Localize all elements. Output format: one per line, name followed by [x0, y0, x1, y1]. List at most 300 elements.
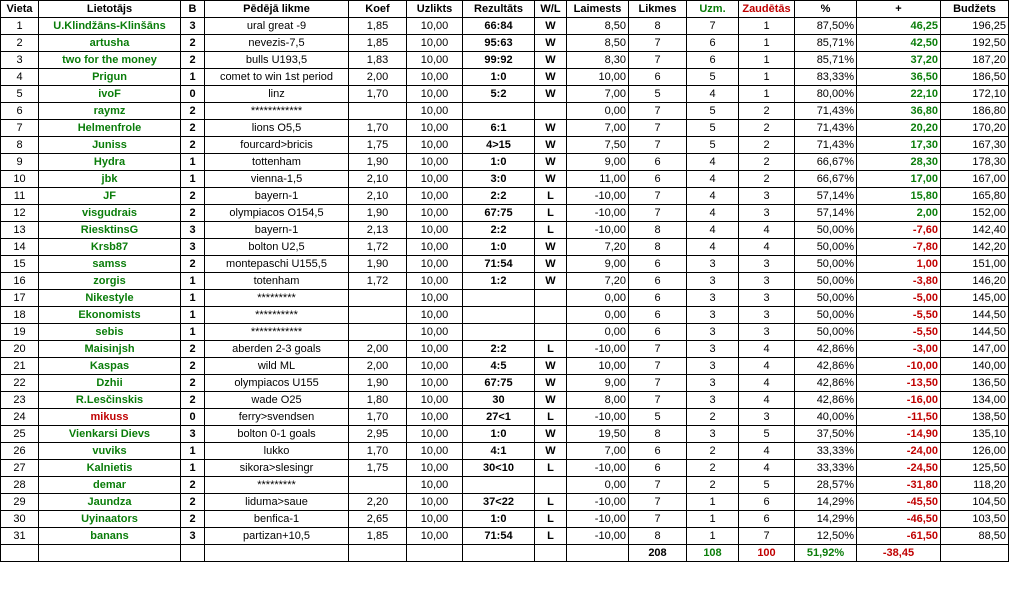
cell-pedeja-likme[interactable]: liduma>saue: [205, 494, 349, 511]
cell-vieta[interactable]: 23: [1, 392, 39, 409]
cell-zaudetas[interactable]: 7: [739, 528, 795, 545]
cell-plus[interactable]: 20,20: [857, 120, 941, 137]
cell-laimests[interactable]: -10,00: [567, 341, 629, 358]
cell-uzm[interactable]: 4: [687, 239, 739, 256]
cell-vieta[interactable]: 28: [1, 477, 39, 494]
cell-budzets[interactable]: 186,80: [941, 103, 1009, 120]
cell-lietotajs[interactable]: two for the money: [39, 52, 181, 69]
cell-b[interactable]: 2: [181, 103, 205, 120]
cell-zaudetas[interactable]: 5: [739, 477, 795, 494]
cell-laimests[interactable]: -10,00: [567, 205, 629, 222]
cell-zaudetas[interactable]: 6: [739, 494, 795, 511]
cell-pedeja-likme[interactable]: bayern-1: [205, 188, 349, 205]
cell-lietotajs[interactable]: Vienkarsi Dievs: [39, 426, 181, 443]
cell-koef[interactable]: 1,85: [349, 35, 407, 52]
total-zaudetas[interactable]: 100: [739, 545, 795, 562]
totals-empty-cell[interactable]: [463, 545, 535, 562]
cell-pct[interactable]: 42,86%: [795, 341, 857, 358]
col-header-zaudetas[interactable]: Zaudētās: [739, 1, 795, 18]
cell-rezultats[interactable]: 1:0: [463, 154, 535, 171]
cell-laimests[interactable]: -10,00: [567, 494, 629, 511]
cell-rezultats[interactable]: 99:92: [463, 52, 535, 69]
cell-pct[interactable]: 87,50%: [795, 18, 857, 35]
cell-uzm[interactable]: 1: [687, 494, 739, 511]
col-header-budzets[interactable]: Budžets: [941, 1, 1009, 18]
cell-plus[interactable]: 28,30: [857, 154, 941, 171]
cell-koef[interactable]: 1,75: [349, 137, 407, 154]
cell-vieta[interactable]: 10: [1, 171, 39, 188]
cell-wl[interactable]: W: [535, 443, 567, 460]
cell-zaudetas[interactable]: 5: [739, 426, 795, 443]
cell-uzm[interactable]: 1: [687, 528, 739, 545]
cell-laimests[interactable]: 0,00: [567, 307, 629, 324]
cell-pct[interactable]: 33,33%: [795, 443, 857, 460]
cell-koef[interactable]: [349, 307, 407, 324]
cell-laimests[interactable]: -10,00: [567, 409, 629, 426]
cell-laimests[interactable]: 10,00: [567, 69, 629, 86]
cell-uzm[interactable]: 4: [687, 188, 739, 205]
cell-koef[interactable]: 1,70: [349, 443, 407, 460]
cell-likmes[interactable]: 6: [629, 154, 687, 171]
totals-empty-cell[interactable]: [535, 545, 567, 562]
cell-pct[interactable]: 42,86%: [795, 358, 857, 375]
cell-uzm[interactable]: 4: [687, 205, 739, 222]
cell-pct[interactable]: 50,00%: [795, 307, 857, 324]
cell-uzm[interactable]: 5: [687, 69, 739, 86]
cell-plus[interactable]: 1,00: [857, 256, 941, 273]
cell-laimests[interactable]: 7,20: [567, 239, 629, 256]
cell-budzets[interactable]: 103,50: [941, 511, 1009, 528]
cell-budzets[interactable]: 178,30: [941, 154, 1009, 171]
cell-likmes[interactable]: 7: [629, 52, 687, 69]
cell-b[interactable]: 1: [181, 324, 205, 341]
cell-pct[interactable]: 71,43%: [795, 137, 857, 154]
cell-uzm[interactable]: 3: [687, 290, 739, 307]
col-header-lietotajs[interactable]: Lietotājs: [39, 1, 181, 18]
cell-vieta[interactable]: 26: [1, 443, 39, 460]
cell-laimests[interactable]: 19,50: [567, 426, 629, 443]
cell-lietotajs[interactable]: mikuss: [39, 409, 181, 426]
cell-pedeja-likme[interactable]: fourcard>bricis: [205, 137, 349, 154]
cell-lietotajs[interactable]: Kaspas: [39, 358, 181, 375]
cell-uzlikts[interactable]: 10,00: [407, 392, 463, 409]
cell-b[interactable]: 0: [181, 86, 205, 103]
cell-lietotajs[interactable]: samss: [39, 256, 181, 273]
cell-pct[interactable]: 14,29%: [795, 511, 857, 528]
cell-pct[interactable]: 33,33%: [795, 460, 857, 477]
cell-uzlikts[interactable]: 10,00: [407, 256, 463, 273]
cell-wl[interactable]: L: [535, 341, 567, 358]
cell-b[interactable]: 1: [181, 171, 205, 188]
cell-koef[interactable]: 2,20: [349, 494, 407, 511]
cell-likmes[interactable]: 8: [629, 18, 687, 35]
cell-koef[interactable]: 2,13: [349, 222, 407, 239]
cell-uzm[interactable]: 4: [687, 154, 739, 171]
cell-uzm[interactable]: 4: [687, 222, 739, 239]
cell-pedeja-likme[interactable]: lukko: [205, 443, 349, 460]
cell-budzets[interactable]: 104,50: [941, 494, 1009, 511]
cell-rezultats[interactable]: 27<1: [463, 409, 535, 426]
cell-lietotajs[interactable]: vuviks: [39, 443, 181, 460]
cell-rezultats[interactable]: [463, 307, 535, 324]
cell-vieta[interactable]: 31: [1, 528, 39, 545]
cell-pedeja-likme[interactable]: olympiacos U155: [205, 375, 349, 392]
cell-plus[interactable]: 42,50: [857, 35, 941, 52]
cell-wl[interactable]: [535, 307, 567, 324]
cell-likmes[interactable]: 6: [629, 69, 687, 86]
cell-likmes[interactable]: 7: [629, 120, 687, 137]
cell-wl[interactable]: W: [535, 171, 567, 188]
cell-laimests[interactable]: 8,50: [567, 35, 629, 52]
cell-vieta[interactable]: 6: [1, 103, 39, 120]
cell-b[interactable]: 1: [181, 290, 205, 307]
cell-pct[interactable]: 85,71%: [795, 52, 857, 69]
cell-lietotajs[interactable]: banans: [39, 528, 181, 545]
cell-vieta[interactable]: 20: [1, 341, 39, 358]
totals-empty-cell[interactable]: [349, 545, 407, 562]
cell-wl[interactable]: [535, 324, 567, 341]
cell-uzm[interactable]: 4: [687, 171, 739, 188]
cell-lietotajs[interactable]: Nikestyle: [39, 290, 181, 307]
cell-zaudetas[interactable]: 3: [739, 290, 795, 307]
cell-vieta[interactable]: 11: [1, 188, 39, 205]
cell-zaudetas[interactable]: 4: [739, 392, 795, 409]
cell-budzets[interactable]: 147,00: [941, 341, 1009, 358]
cell-uzlikts[interactable]: 10,00: [407, 290, 463, 307]
cell-uzlikts[interactable]: 10,00: [407, 477, 463, 494]
cell-uzlikts[interactable]: 10,00: [407, 324, 463, 341]
cell-koef[interactable]: 2,00: [349, 69, 407, 86]
cell-pct[interactable]: 85,71%: [795, 35, 857, 52]
cell-likmes[interactable]: 6: [629, 171, 687, 188]
cell-zaudetas[interactable]: 1: [739, 86, 795, 103]
totals-empty-cell[interactable]: [181, 545, 205, 562]
totals-empty-cell[interactable]: [39, 545, 181, 562]
cell-plus[interactable]: -10,00: [857, 358, 941, 375]
cell-uzm[interactable]: 3: [687, 426, 739, 443]
cell-plus[interactable]: 46,25: [857, 18, 941, 35]
cell-zaudetas[interactable]: 2: [739, 103, 795, 120]
cell-wl[interactable]: W: [535, 256, 567, 273]
cell-plus[interactable]: 15,80: [857, 188, 941, 205]
cell-pedeja-likme[interactable]: bayern-1: [205, 222, 349, 239]
cell-lietotajs[interactable]: raymz: [39, 103, 181, 120]
cell-plus[interactable]: -16,00: [857, 392, 941, 409]
cell-lietotajs[interactable]: demar: [39, 477, 181, 494]
cell-vieta[interactable]: 16: [1, 273, 39, 290]
cell-b[interactable]: 0: [181, 409, 205, 426]
cell-laimests[interactable]: 7,50: [567, 137, 629, 154]
cell-b[interactable]: 2: [181, 511, 205, 528]
cell-zaudetas[interactable]: 3: [739, 188, 795, 205]
cell-pedeja-likme[interactable]: sikora>slesingr: [205, 460, 349, 477]
cell-koef[interactable]: 2,65: [349, 511, 407, 528]
cell-uzlikts[interactable]: 10,00: [407, 426, 463, 443]
cell-pct[interactable]: 57,14%: [795, 205, 857, 222]
cell-b[interactable]: 2: [181, 35, 205, 52]
cell-b[interactable]: 2: [181, 205, 205, 222]
cell-koef[interactable]: [349, 290, 407, 307]
cell-uzlikts[interactable]: 10,00: [407, 443, 463, 460]
cell-pedeja-likme[interactable]: bolton U2,5: [205, 239, 349, 256]
cell-uzlikts[interactable]: 10,00: [407, 154, 463, 171]
cell-koef[interactable]: 1,70: [349, 120, 407, 137]
cell-pct[interactable]: 66,67%: [795, 171, 857, 188]
col-header-pedeja-likme[interactable]: Pēdējā likme: [205, 1, 349, 18]
cell-wl[interactable]: [535, 477, 567, 494]
cell-plus[interactable]: -14,90: [857, 426, 941, 443]
cell-laimests[interactable]: 7,20: [567, 273, 629, 290]
cell-zaudetas[interactable]: 2: [739, 171, 795, 188]
cell-budzets[interactable]: 144,50: [941, 307, 1009, 324]
cell-zaudetas[interactable]: 1: [739, 69, 795, 86]
cell-pct[interactable]: 71,43%: [795, 103, 857, 120]
cell-rezultats[interactable]: 95:63: [463, 35, 535, 52]
cell-likmes[interactable]: 6: [629, 443, 687, 460]
cell-likmes[interactable]: 7: [629, 137, 687, 154]
cell-likmes[interactable]: 6: [629, 273, 687, 290]
cell-budzets[interactable]: 140,00: [941, 358, 1009, 375]
cell-plus[interactable]: -5,50: [857, 307, 941, 324]
cell-uzm[interactable]: 4: [687, 86, 739, 103]
cell-b[interactable]: 2: [181, 375, 205, 392]
cell-uzlikts[interactable]: 10,00: [407, 341, 463, 358]
cell-b[interactable]: 2: [181, 477, 205, 494]
cell-plus[interactable]: -3,80: [857, 273, 941, 290]
cell-likmes[interactable]: 6: [629, 290, 687, 307]
cell-pct[interactable]: 50,00%: [795, 290, 857, 307]
col-header-likmes[interactable]: Likmes: [629, 1, 687, 18]
cell-rezultats[interactable]: [463, 103, 535, 120]
cell-budzets[interactable]: 196,25: [941, 18, 1009, 35]
cell-uzlikts[interactable]: 10,00: [407, 460, 463, 477]
cell-b[interactable]: 3: [181, 222, 205, 239]
cell-wl[interactable]: W: [535, 52, 567, 69]
cell-laimests[interactable]: 7,00: [567, 86, 629, 103]
cell-vieta[interactable]: 5: [1, 86, 39, 103]
cell-pedeja-likme[interactable]: lions O5,5: [205, 120, 349, 137]
col-header-koef[interactable]: Koef: [349, 1, 407, 18]
cell-uzm[interactable]: 2: [687, 409, 739, 426]
cell-koef[interactable]: 2,10: [349, 171, 407, 188]
cell-vieta[interactable]: 3: [1, 52, 39, 69]
cell-wl[interactable]: L: [535, 528, 567, 545]
cell-rezultats[interactable]: 67:75: [463, 205, 535, 222]
cell-uzm[interactable]: 3: [687, 341, 739, 358]
cell-koef[interactable]: 1,90: [349, 205, 407, 222]
totals-empty-cell[interactable]: [205, 545, 349, 562]
cell-lietotajs[interactable]: Kalnietis: [39, 460, 181, 477]
cell-wl[interactable]: L: [535, 205, 567, 222]
cell-koef[interactable]: 1,90: [349, 154, 407, 171]
cell-uzm[interactable]: 3: [687, 375, 739, 392]
cell-rezultats[interactable]: 4:1: [463, 443, 535, 460]
cell-wl[interactable]: L: [535, 188, 567, 205]
cell-koef[interactable]: 1,80: [349, 392, 407, 409]
cell-pct[interactable]: 42,86%: [795, 392, 857, 409]
cell-zaudetas[interactable]: 2: [739, 120, 795, 137]
cell-wl[interactable]: W: [535, 375, 567, 392]
cell-rezultats[interactable]: 5:2: [463, 86, 535, 103]
cell-pedeja-likme[interactable]: totenham: [205, 273, 349, 290]
cell-laimests[interactable]: 8,30: [567, 52, 629, 69]
cell-koef[interactable]: [349, 477, 407, 494]
totals-empty-cell[interactable]: [567, 545, 629, 562]
cell-laimests[interactable]: 9,00: [567, 375, 629, 392]
cell-laimests[interactable]: -10,00: [567, 188, 629, 205]
cell-rezultats[interactable]: 2:2: [463, 341, 535, 358]
cell-budzets[interactable]: 145,00: [941, 290, 1009, 307]
cell-plus[interactable]: -45,50: [857, 494, 941, 511]
cell-vieta[interactable]: 24: [1, 409, 39, 426]
cell-lietotajs[interactable]: Juniss: [39, 137, 181, 154]
cell-uzm[interactable]: 6: [687, 35, 739, 52]
col-header-pct[interactable]: %: [795, 1, 857, 18]
cell-vieta[interactable]: 18: [1, 307, 39, 324]
cell-b[interactable]: 2: [181, 494, 205, 511]
cell-likmes[interactable]: 7: [629, 477, 687, 494]
cell-budzets[interactable]: 118,20: [941, 477, 1009, 494]
cell-koef[interactable]: 2,95: [349, 426, 407, 443]
cell-pct[interactable]: 83,33%: [795, 69, 857, 86]
cell-zaudetas[interactable]: 3: [739, 256, 795, 273]
cell-likmes[interactable]: 6: [629, 460, 687, 477]
cell-rezultats[interactable]: [463, 290, 535, 307]
cell-likmes[interactable]: 6: [629, 307, 687, 324]
cell-b[interactable]: 2: [181, 392, 205, 409]
cell-uzm[interactable]: 5: [687, 120, 739, 137]
cell-uzm[interactable]: 2: [687, 443, 739, 460]
cell-likmes[interactable]: 6: [629, 256, 687, 273]
cell-uzlikts[interactable]: 10,00: [407, 273, 463, 290]
cell-pct[interactable]: 50,00%: [795, 324, 857, 341]
cell-likmes[interactable]: 7: [629, 392, 687, 409]
cell-rezultats[interactable]: [463, 324, 535, 341]
cell-laimests[interactable]: -10,00: [567, 460, 629, 477]
cell-vieta[interactable]: 17: [1, 290, 39, 307]
cell-uzm[interactable]: 6: [687, 52, 739, 69]
cell-rezultats[interactable]: 2:2: [463, 188, 535, 205]
col-header-uzlikts[interactable]: Uzlikts: [407, 1, 463, 18]
cell-lietotajs[interactable]: Dzhii: [39, 375, 181, 392]
cell-b[interactable]: 1: [181, 443, 205, 460]
cell-koef[interactable]: 1,85: [349, 18, 407, 35]
cell-b[interactable]: 3: [181, 18, 205, 35]
total-plus[interactable]: -38,45: [857, 545, 941, 562]
cell-vieta[interactable]: 8: [1, 137, 39, 154]
cell-b[interactable]: 2: [181, 137, 205, 154]
cell-pedeja-likme[interactable]: ferry>svendsen: [205, 409, 349, 426]
cell-b[interactable]: 1: [181, 154, 205, 171]
cell-b[interactable]: 2: [181, 256, 205, 273]
cell-plus[interactable]: 2,00: [857, 205, 941, 222]
cell-likmes[interactable]: 7: [629, 188, 687, 205]
cell-rezultats[interactable]: 1:0: [463, 511, 535, 528]
cell-likmes[interactable]: 8: [629, 222, 687, 239]
col-header-plus[interactable]: +: [857, 1, 941, 18]
cell-wl[interactable]: W: [535, 18, 567, 35]
total-pct[interactable]: 51,92%: [795, 545, 857, 562]
cell-lietotajs[interactable]: sebis: [39, 324, 181, 341]
cell-budzets[interactable]: 192,50: [941, 35, 1009, 52]
cell-rezultats[interactable]: [463, 477, 535, 494]
cell-pedeja-likme[interactable]: ************: [205, 103, 349, 120]
cell-vieta[interactable]: 12: [1, 205, 39, 222]
cell-pedeja-likme[interactable]: **********: [205, 307, 349, 324]
cell-uzlikts[interactable]: 10,00: [407, 205, 463, 222]
cell-zaudetas[interactable]: 3: [739, 307, 795, 324]
cell-pedeja-likme[interactable]: montepaschi U155,5: [205, 256, 349, 273]
cell-wl[interactable]: W: [535, 137, 567, 154]
cell-zaudetas[interactable]: 2: [739, 154, 795, 171]
cell-budzets[interactable]: 125,50: [941, 460, 1009, 477]
cell-pct[interactable]: 57,14%: [795, 188, 857, 205]
cell-rezultats[interactable]: 1:0: [463, 239, 535, 256]
cell-plus[interactable]: 36,80: [857, 103, 941, 120]
cell-uzlikts[interactable]: 10,00: [407, 494, 463, 511]
cell-uzlikts[interactable]: 10,00: [407, 188, 463, 205]
cell-pedeja-likme[interactable]: olympiacos O154,5: [205, 205, 349, 222]
cell-b[interactable]: 3: [181, 528, 205, 545]
cell-lietotajs[interactable]: jbk: [39, 171, 181, 188]
cell-b[interactable]: 2: [181, 358, 205, 375]
cell-plus[interactable]: -3,00: [857, 341, 941, 358]
cell-vieta[interactable]: 7: [1, 120, 39, 137]
cell-koef[interactable]: 2,00: [349, 358, 407, 375]
cell-plus[interactable]: 36,50: [857, 69, 941, 86]
cell-wl[interactable]: W: [535, 426, 567, 443]
cell-lietotajs[interactable]: visgudrais: [39, 205, 181, 222]
cell-lietotajs[interactable]: Hydra: [39, 154, 181, 171]
cell-zaudetas[interactable]: 6: [739, 511, 795, 528]
cell-rezultats[interactable]: 4>15: [463, 137, 535, 154]
cell-plus[interactable]: 17,00: [857, 171, 941, 188]
cell-lietotajs[interactable]: Jaundza: [39, 494, 181, 511]
col-header-uzm[interactable]: Uzm.: [687, 1, 739, 18]
cell-budzets[interactable]: 138,50: [941, 409, 1009, 426]
cell-rezultats[interactable]: 1:0: [463, 426, 535, 443]
cell-budzets[interactable]: 187,20: [941, 52, 1009, 69]
cell-wl[interactable]: W: [535, 86, 567, 103]
cell-vieta[interactable]: 22: [1, 375, 39, 392]
cell-pedeja-likme[interactable]: aberden 2-3 goals: [205, 341, 349, 358]
cell-zaudetas[interactable]: 4: [739, 375, 795, 392]
cell-wl[interactable]: W: [535, 69, 567, 86]
cell-koef[interactable]: 1,90: [349, 256, 407, 273]
cell-likmes[interactable]: 7: [629, 341, 687, 358]
cell-laimests[interactable]: -10,00: [567, 511, 629, 528]
totals-empty-cell[interactable]: [941, 545, 1009, 562]
col-header-b[interactable]: B: [181, 1, 205, 18]
cell-zaudetas[interactable]: 4: [739, 460, 795, 477]
cell-plus[interactable]: -31,80: [857, 477, 941, 494]
cell-budzets[interactable]: 167,00: [941, 171, 1009, 188]
cell-uzlikts[interactable]: 10,00: [407, 375, 463, 392]
cell-wl[interactable]: W: [535, 239, 567, 256]
cell-uzm[interactable]: 3: [687, 307, 739, 324]
cell-budzets[interactable]: 134,00: [941, 392, 1009, 409]
cell-zaudetas[interactable]: 3: [739, 409, 795, 426]
cell-plus[interactable]: -7,60: [857, 222, 941, 239]
cell-rezultats[interactable]: 1:2: [463, 273, 535, 290]
cell-wl[interactable]: W: [535, 35, 567, 52]
cell-likmes[interactable]: 7: [629, 375, 687, 392]
cell-pct[interactable]: 66,67%: [795, 154, 857, 171]
cell-wl[interactable]: L: [535, 409, 567, 426]
cell-pedeja-likme[interactable]: bolton 0-1 goals: [205, 426, 349, 443]
cell-budzets[interactable]: 126,00: [941, 443, 1009, 460]
cell-budzets[interactable]: 135,10: [941, 426, 1009, 443]
